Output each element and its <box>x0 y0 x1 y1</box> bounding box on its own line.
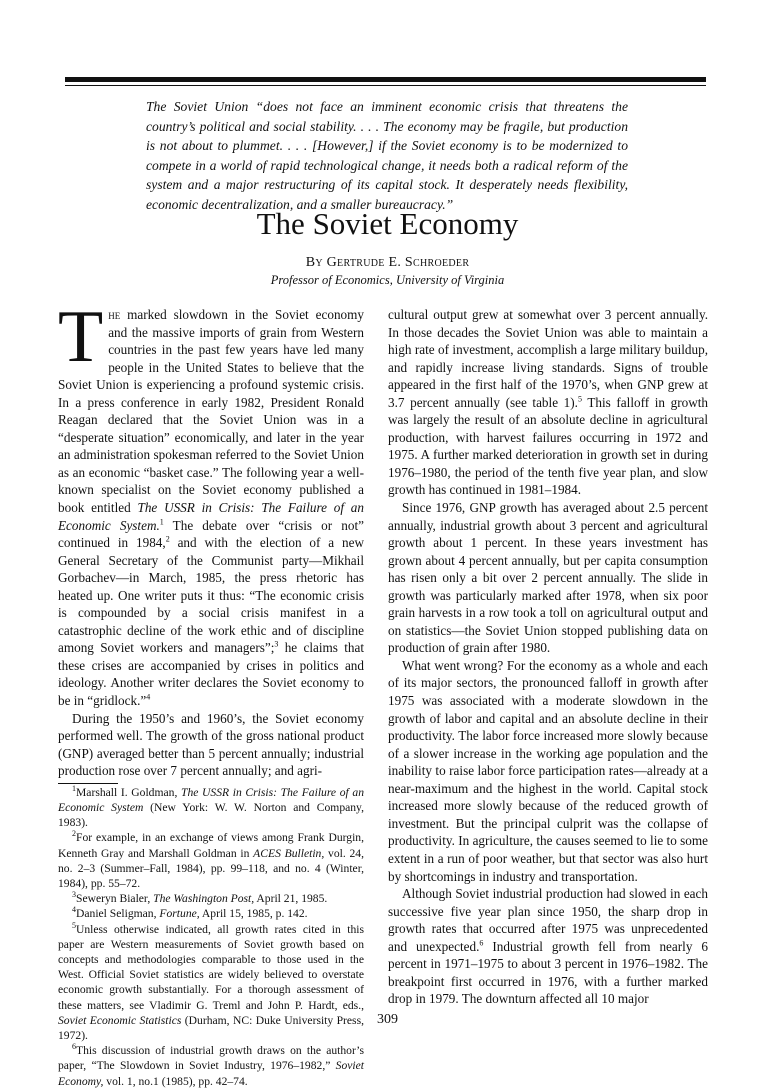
left-column <box>58 296 364 1089</box>
footnote-divider <box>58 783 118 784</box>
footnotes <box>58 785 364 1089</box>
footnote: $^2$For example, in an exchange of views among Frank Durgin, Kenneth Gray and Marshall Goldman in ACES Bulletin, vol. 24, no. 2–3 (Summer–Fall, 1984), pp. 99–118, and no. 4 (Winter, 1984), pp. 55–72. <box>58 829 364 890</box>
lead-word: he <box>108 307 121 322</box>
article-title: The Soviet Economy <box>256 206 519 241</box>
header-rule-thin <box>65 85 706 86</box>
body-paragraph: What went wrong? For the economy as a whole and each of its major sectors, the pronounced falloff in growth after 1975 was associated with a moderate slowdown in the growth of labor and capital and an absolute decline in their productivity. The labor force increased more slowly because of a slower increase in the working age population and the inability to raise labor force participation rates—already at a near-maximum and the highest in the world. Capital stock increased more slowly because of the reduced growth of investment. But the principal culprit was the collapse of productivity. In agriculture, the causes seemed to lie to some extent in a run of poor weather, but that sector was also hurt by shortcomings in industry and transportation. <box>388 657 708 884</box>
drop-cap: T <box>58 296 104 378</box>
body-paragraph: cultural output grew at somewhat over 3 percent annually. In those decades the Soviet Union was able to maintain a high rate of investment, accomplish a large military buildup, and rapidly increase living standards. Signs of trouble appeared in the first half of the 1970’s, when GNP grew at 3.7 percent annually (see table 1).$^5$ This falloff in growth was largely the result of an absolute decline in agricultural production, with harvest failures occurring in 1972 and 1975. A further marked deterioration in growth set in during 1976–1980, the period of the tenth five year plan, and slow growth has continued in 1981–1984. <box>388 307 708 498</box>
body-paragraph: During the 1950’s and 1960’s, the Soviet economy performed well. The growth of the gross national product (GNP) averaged better than 5 percent annually; industrial production rose over 7 percent annually; and agri- <box>58 710 364 779</box>
epigraph: The Soviet Union “does not face an imminent economic crisis that threatens the country’s political and social stability. . . . The economy may be fragile, but production is not about to plummet. . . . [However,] if the Soviet economy is to be modernized to compete in a world of rapid technological change, it needs both a radical reform of the system and a major restructuring of its capital stock. It desperately needs flexibility, economic decentralization, and a smaller bureaucracy.” <box>146 99 628 212</box>
page-number: 309 <box>377 1012 398 1027</box>
intro-paragraph: The marked slowdown in the Soviet economy and the massive imports of grain from Western countries in the past few years have led many people in the United States to believe that the Soviet Union is experiencing a profound systemic crisis. In a press conference in early 1982, President Ronald Reagan declared that the Soviet Union was in a “desperate situation” economically, and later in the year an administration spokesman referred to the Soviet Union as an economic “basket case.” The following year a well-known specialist on the Soviet economy published a book entitled The USSR in Crisis: The Failure of an Economic System.$^1$ The debate over “crisis or not” continued in 1984,$^2$ and with the election of a new General Secretary of the Communist party—Mikhail Gorbachev—in March, 1985, the press rhetoric has heated up. One writer puts it thus: “The economic crisis is compounded by a social crisis manifest in a catastrophic decline of the work ethic and of discipline among Soviet workers and managers”;$^3$ he claims that these crises are accompanied by crises in politics and ideology. Another writer declares the Soviet economy to be in “gridlock.”$^4$ <box>58 296 364 709</box>
book-title: The USSR in Crisis: The Failure of an Economic System. <box>58 500 364 533</box>
body-paragraph: Although Soviet industrial production had slowed in each successive five year plan since 1950, the sharp drop in growth rates that occurred after 1975 was unprecedented and unexpected.$^6$ Industrial growth fell from nearly 6 percent in 1971–1975 to about 3 percent in 1976–1982. The breakpoint first occurred in 1976, with a further marked drop in 1979. The downturn affected all 10 major <box>388 886 709 1007</box>
right-column <box>388 306 708 1008</box>
footnote: $^1$Marshall I. Goldman, The USSR in Crisis: The Failure of an Economic System (New York: W. W. Norton and Company, 1983). <box>58 783 364 830</box>
footnote: $^6$This discussion of industrial growth draws on the author’s paper, “The Slowdown in Soviet Industry, 1976–1982,” Soviet Economy, vol. 1, no.1 (1985), pp. 42–74. <box>58 1042 364 1088</box>
footnote-ref: 5 <box>577 394 582 404</box>
header-rule-thick <box>65 77 706 82</box>
footnote: $^3$Seweryn Bialer, The Washington Post, April 21, 1985. <box>72 890 328 906</box>
author-affiliation: Professor of Economics, University of Virginia <box>270 273 505 287</box>
footnote-ref: 6 <box>479 938 484 948</box>
footnote: $^5$Unless otherwise indicated, all growth rates cited in this paper are Western measurements of Soviet growth based on concepts and methodologies comparable to those used in the West. Official Soviet statistics are widely believed to overstate economic growth substantially. For a thorough assessment of these matters, see Vladimir G. Treml and John P. Hardt, eds., Soviet Economic Statistics (Durham, NC: Duke University Press, 1972). <box>58 920 364 1043</box>
body-paragraph: Since 1976, GNP growth has averaged about 2.5 percent annually, industrial growth about 3 percent and agricultural growth about 1 percent. In these years investment has grown about 4 percent annually, but per capita consumption has risen only a bit over 2 percent annually. The slide in growth was particularly marked after 1978, when six poor grain harvests in a row took a toll on agricultural output and on statistics—the Soviet Union stopped publishing data on production of grain after 1980. <box>388 500 708 656</box>
byline: By Gertrude E. Schroeder <box>305 255 470 270</box>
footnote-ref: 1 <box>159 517 164 527</box>
footnote: $^4$Daniel Seligman, Fortune, April 15, 1985, p. 142. <box>72 905 308 921</box>
footnote-ref: 2 <box>165 534 170 544</box>
footnote-ref: 3 <box>274 640 279 649</box>
footnote-ref: 4 <box>146 692 151 702</box>
